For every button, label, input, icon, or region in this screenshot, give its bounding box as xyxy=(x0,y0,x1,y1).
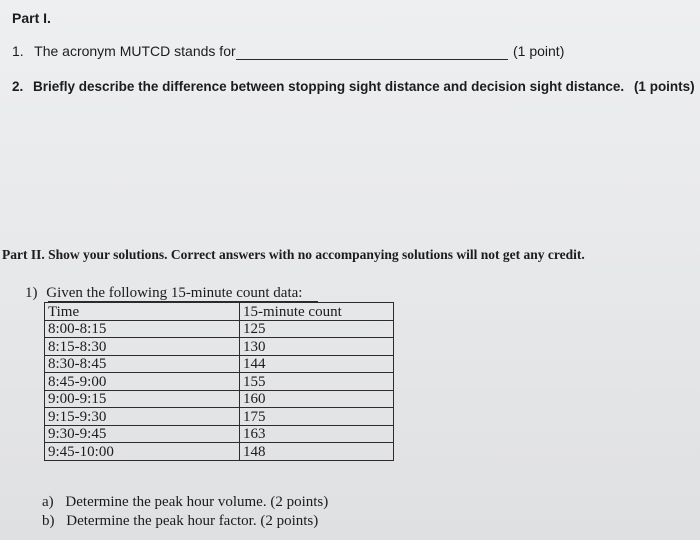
subquestion-a-text: Determine the peak hour volume. (2 points) xyxy=(65,494,329,510)
table-row xyxy=(45,373,394,391)
table-row xyxy=(45,443,394,461)
table-cell-count: 160 xyxy=(240,390,394,408)
part2-heading: Part II. Show your solutions. Correct answers with no accompanying solutions will not get any credit. xyxy=(2,247,585,262)
table-cell-count: 155 xyxy=(240,373,394,391)
part2-question-1 xyxy=(25,285,302,302)
table-cell-time: 9:00-9:15 xyxy=(45,390,240,408)
table-cell-count: 163 xyxy=(240,425,394,443)
part2-question-1-number: 1) xyxy=(25,285,38,301)
table-cell-count: 144 xyxy=(240,355,394,373)
question-2-text: Briefly describe the difference between stopping sight distance and decision sight distance. xyxy=(33,79,625,94)
question-1-number: 1. xyxy=(12,43,24,59)
table-cell-time: 8:30-8:45 xyxy=(45,355,240,373)
part2-question-1-text: Given the following 15-minute count data: xyxy=(46,285,303,301)
question-1 xyxy=(12,43,236,61)
table-row xyxy=(45,408,394,426)
table-cell-time: 8:45-9:00 xyxy=(45,373,240,391)
subquestion-a-label: a) xyxy=(42,494,54,510)
table-row xyxy=(45,320,394,338)
table-header-row xyxy=(45,303,394,321)
table-cell-time: 9:15-9:30 xyxy=(45,408,240,426)
table-cell-count: 148 xyxy=(240,443,394,461)
table-row xyxy=(45,425,394,443)
question-1-text: The acronym MUTCD stands for xyxy=(34,43,236,59)
subquestion-a xyxy=(42,494,328,511)
table-cell-count: 175 xyxy=(240,408,394,426)
subquestion-b xyxy=(42,513,318,530)
count-data-table xyxy=(44,302,394,461)
question-1-answer-blank xyxy=(236,59,508,60)
subquestion-b-text: Determine the peak hour factor. (2 points) xyxy=(66,513,319,529)
question-2-number: 2. xyxy=(12,79,24,94)
table-cell-count: 125 xyxy=(240,320,394,338)
table-row xyxy=(45,338,394,356)
subquestion-b-label: b) xyxy=(42,513,55,529)
table-header-time: Time xyxy=(45,303,240,321)
table-cell-time: 8:15-8:30 xyxy=(45,338,240,356)
part1-heading: Part I. xyxy=(12,10,51,26)
question-2-points: (1 points) xyxy=(633,79,695,94)
question-2 xyxy=(12,79,695,94)
question-1-points: (1 point) xyxy=(513,43,565,59)
table-cell-count: 130 xyxy=(240,338,394,356)
table-cell-time: 9:45-10:00 xyxy=(45,443,240,461)
table-cell-time: 8:00-8:15 xyxy=(45,320,240,338)
table-row xyxy=(45,355,394,373)
table-cell-time: 9:30-9:45 xyxy=(45,425,240,443)
table-header-count: 15-minute count xyxy=(240,303,394,321)
table-row xyxy=(45,390,394,408)
